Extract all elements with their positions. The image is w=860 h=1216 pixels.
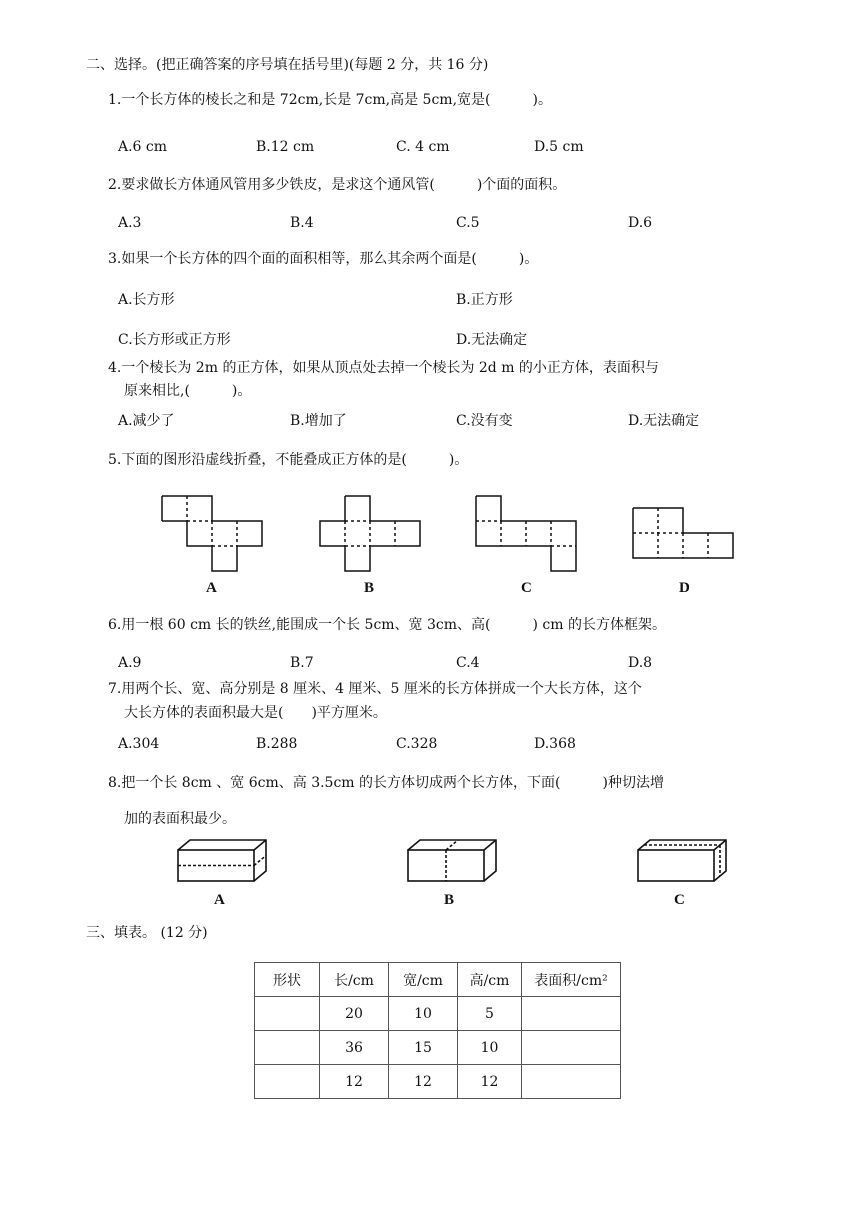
- q4-option-c: C.没有变: [456, 413, 513, 429]
- question-6: 6.用一根 60 cm 长的铁丝,能围成一个长 5cm、宽 3cm、高( ) cm 的长方体框架。: [108, 617, 666, 633]
- table-cell-surface-area[interactable]: [522, 1065, 621, 1099]
- table-cell-shape[interactable]: [255, 1065, 320, 1099]
- q6-option-b: B.7: [290, 655, 314, 671]
- table-cell-surface-area[interactable]: [522, 1031, 621, 1065]
- net-label-b: B: [364, 580, 375, 596]
- q1-option-c: C. 4 cm: [396, 139, 450, 155]
- cuboid-cuts-figure: [170, 832, 730, 888]
- question-4-line1: 4.一个棱长为 2m 的正方体，如果从顶点处去掉一个棱长为 2d m 的小正方体，表面积与: [108, 360, 659, 376]
- question-2: 2.要求做长方体通风管用多少铁皮，是求这个通风管( )个面的面积。: [108, 177, 567, 193]
- table-header-cell: 宽/cm: [389, 963, 458, 997]
- q7-option-d: D.368: [534, 736, 576, 752]
- table-cell: 10: [458, 1031, 522, 1065]
- cube-net-c: [476, 496, 576, 571]
- question-8-line2: 加的表面积最少。: [124, 811, 236, 827]
- q6-option-c: C.4: [456, 655, 480, 671]
- q7-option-c: C.328: [396, 736, 438, 752]
- table-cell: 10: [389, 997, 458, 1031]
- net-label-d: D: [679, 580, 690, 596]
- section-title-choice: 二、选择。(把正确答案的序号填在括号里)(每题 2 分，共 16 分): [86, 57, 489, 73]
- q2-option-d: D.6: [628, 215, 653, 231]
- table-cell: 15: [389, 1031, 458, 1065]
- question-5: 5.下面的图形沿虚线折叠，不能叠成正方体的是( )。: [108, 452, 469, 468]
- net-label-c: C: [521, 580, 532, 596]
- q1-option-d: D.5 cm: [534, 139, 584, 155]
- table-cell: 12: [389, 1065, 458, 1099]
- q4-option-d: D.无法确定: [628, 413, 700, 429]
- cuboid-label-a: A: [214, 892, 225, 908]
- table-cell: 12: [458, 1065, 522, 1099]
- q2-option-b: B.4: [290, 215, 314, 231]
- table-cell: 36: [320, 1031, 389, 1065]
- cuboid-label-c: C: [674, 892, 685, 908]
- q6-option-a: A.9: [118, 655, 142, 671]
- cube-nets-figure: [150, 488, 750, 574]
- question-1: 1.一个长方体的棱长之和是 72cm,长是 7cm,高是 5cm,宽是( )。: [108, 92, 552, 108]
- cube-net-d: [633, 508, 733, 558]
- cuboid-c: [638, 840, 726, 881]
- q3-option-b: B.正方形: [456, 292, 513, 308]
- table-header-cell: 形状: [255, 963, 320, 997]
- cuboid-a: [178, 840, 266, 881]
- cube-net-b: [320, 496, 420, 571]
- q1-option-a: A.6 cm: [118, 139, 168, 155]
- q2-option-a: A.3: [118, 215, 142, 231]
- question-4-line2: 原来相比,( )。: [124, 383, 252, 399]
- q3-option-c: C.长方形或正方形: [118, 332, 231, 348]
- question-8-line1: 8.把一个长 8cm 、宽 6cm、高 3.5cm 的长方体切成两个长方体，下面( )种切法增: [108, 775, 664, 791]
- table-cell: 12: [320, 1065, 389, 1099]
- table-header-cell: 长/cm: [320, 963, 389, 997]
- q2-option-c: C.5: [456, 215, 480, 231]
- table-cell: 5: [458, 997, 522, 1031]
- question-7-line1: 7.用两个长、宽、高分别是 8 厘米、4 厘米、5 厘米的长方体拼成一个大长方体，这个: [108, 681, 642, 697]
- q7-option-a: A.304: [118, 736, 160, 752]
- table-cell: 20: [320, 997, 389, 1031]
- cube-net-a: [162, 496, 262, 571]
- table-row: [255, 1031, 621, 1065]
- cuboid-b: [408, 840, 496, 881]
- q6-option-d: D.8: [628, 655, 653, 671]
- q1-option-b: B.12 cm: [256, 139, 315, 155]
- table-header-row: [255, 963, 621, 997]
- section-title-fill-table: 三、填表。 (12 分): [86, 925, 208, 941]
- q7-option-b: B.288: [256, 736, 298, 752]
- table-cell-surface-area[interactable]: [522, 997, 621, 1031]
- surface-area-table: [254, 962, 621, 1099]
- table-row: [255, 1065, 621, 1099]
- question-7-line2: 大长方体的表面积最大是( )平方厘米。: [124, 705, 387, 721]
- table-header-cell: 高/cm: [458, 963, 522, 997]
- question-3: 3.如果一个长方体的四个面的面积相等，那么其余两个面是( )。: [108, 251, 539, 267]
- net-label-a: A: [206, 580, 217, 596]
- table-header-cell: 表面积/cm²: [522, 963, 621, 997]
- table-row: [255, 997, 621, 1031]
- cuboid-label-b: B: [444, 892, 455, 908]
- table-cell-shape[interactable]: [255, 997, 320, 1031]
- q4-option-b: B.增加了: [290, 413, 347, 429]
- q4-option-a: A.减少了: [118, 413, 175, 429]
- q3-option-d: D.无法确定: [456, 332, 528, 348]
- q3-option-a: A.长方形: [118, 292, 175, 308]
- table-cell-shape[interactable]: [255, 1031, 320, 1065]
